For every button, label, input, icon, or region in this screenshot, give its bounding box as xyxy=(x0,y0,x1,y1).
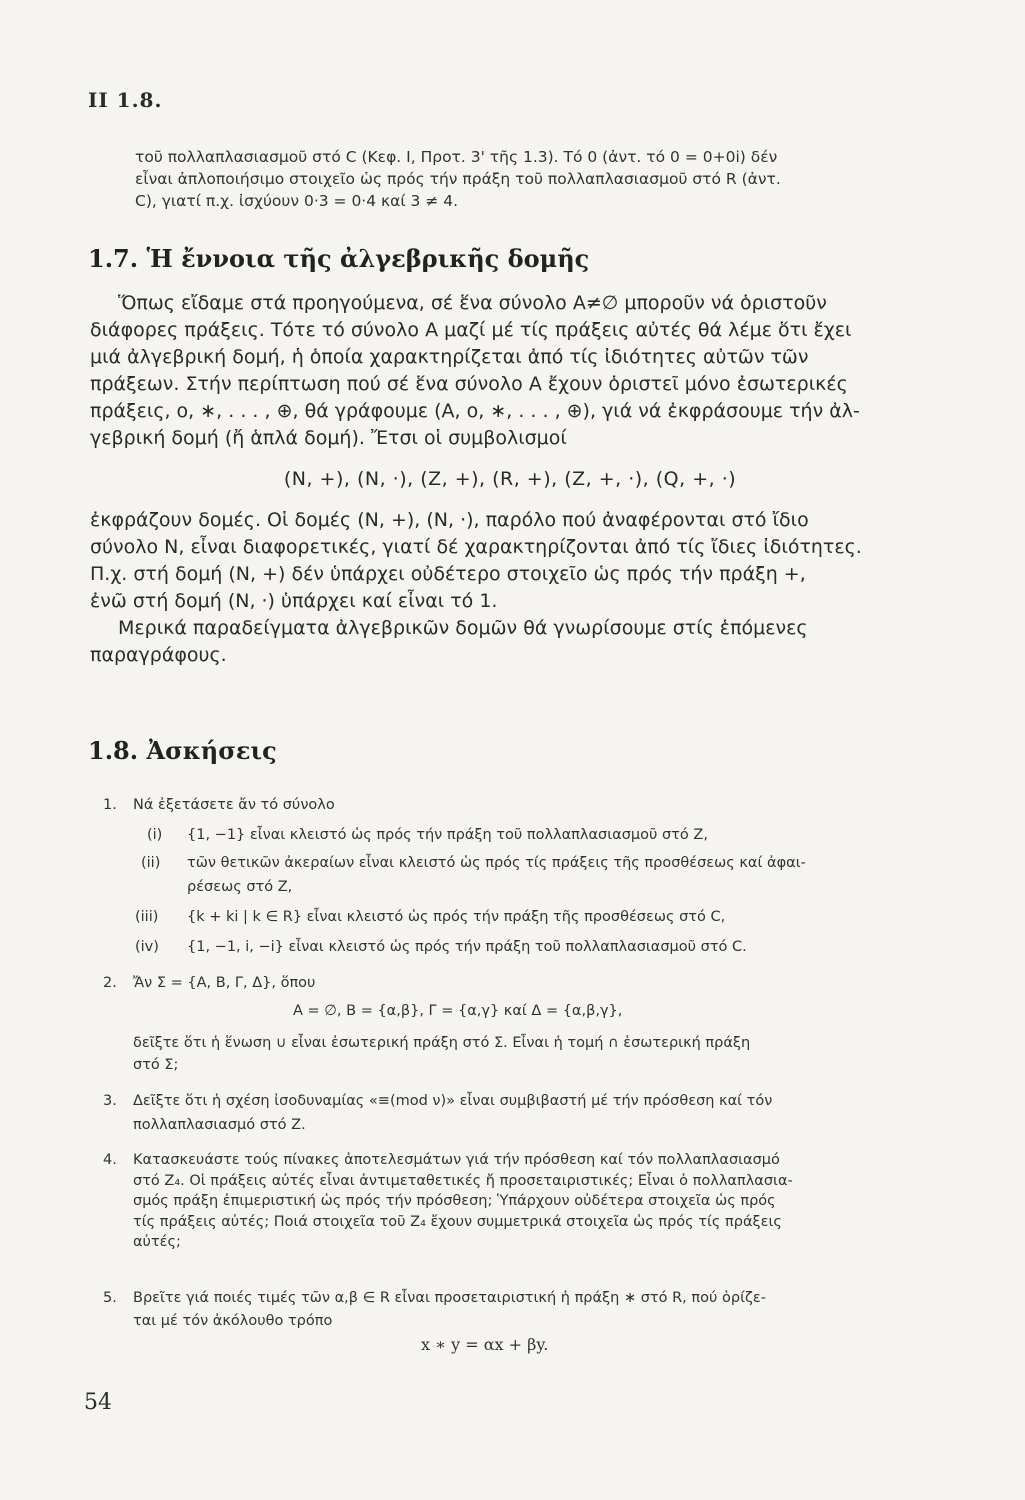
text-line: πράξεις, ο, ∗, . . . , ⊕, θά γράφουμε (Α, ο, ∗, . . . , ⊕), γιά νά ἐκφράσουμε τήν ἀλ- xyxy=(90,400,860,422)
sets-definition: Α = ∅, Β = {α,β}, Γ = {α,γ} καί Δ = {α,β,γ}, xyxy=(293,1003,623,1019)
text-line: Κατασκευάστε τούς πίνακες ἀποτελεσμάτων γιά τήν πρόσθεση καί τόν πολλαπλασιασμό xyxy=(133,1152,780,1168)
text-line: Μερικά παραδείγματα ἀλγεβρικῶν δομῶν θά γνωρίσουμε στίς ἑπόμενες xyxy=(118,617,808,639)
intro-line: C), γιατί π.χ. ἰσχύουν 0·3 = 0·4 καί 3 ≠ 4. xyxy=(135,192,459,210)
text-line: τίς πράξεις αὐτές; Ποιά στοιχεῖα τοῦ Z₄ ἔχουν συμμετρικά στοιχεῖα ὡς πρός τίς πράξεις xyxy=(133,1213,782,1230)
text-line: σμός πράξη ἐπιμεριστική ὡς πρός τήν πρόσθεση; Ὑπάρχουν οὐδέτερα στοιχεῖα ὡς πρός xyxy=(133,1193,776,1209)
exercise-text xyxy=(133,1150,923,1253)
exercise-number: 4. xyxy=(103,1152,117,1168)
subitem-text: {k + ki | k ∈ R} εἶναι κλειστό ὡς πρός τήν πράξη τῆς προσθέσεως στό C, xyxy=(187,909,726,925)
exercise-number: 2. xyxy=(103,975,117,991)
subitem-text: {1, −1, i, −i} εἶναι κλειστό ὡς πρός τήν πράξη τοῦ πολλαπλασιασμοῦ στό C. xyxy=(187,939,747,955)
subitem-label: (iv) xyxy=(135,939,159,955)
exercise-text: πολλαπλασιασμό στό Z. xyxy=(133,1117,306,1133)
intro-line: εἶναι ἀπλοποιήσιμο στοιχεῖο ὡς πρός τήν πράξη τοῦ πολλαπλασιασμοῦ στό R (ἀντ. xyxy=(135,170,781,188)
section-heading-1-7: 1.7. Ἡ ἔννοια τῆς ἀλγεβρικῆς δομῆς xyxy=(88,244,590,273)
exercise-text: Βρεῖτε γιά ποιές τιμές τῶν α,β ∈ R εἶναι προσεταιριστική ἡ πράξη ∗ στό R, πού ὁρίζε- xyxy=(133,1290,766,1306)
subitem-label: (i) xyxy=(147,827,163,843)
exercise-number: 1. xyxy=(103,797,117,813)
subitem-text: τῶν θετικῶν ἀκεραίων εἶναι κλειστό ὡς πρός τίς πράξεις τῆς προσθέσεως καί ἀφαι- xyxy=(187,855,806,871)
structures-formula: (N, +), (N, ·), (Z, +), (R, +), (Z, +, ·), (Q, +, ·) xyxy=(283,468,737,490)
exercise-text: στό Σ; xyxy=(133,1057,179,1073)
exercise-number: 5. xyxy=(103,1290,117,1306)
text-line: ἐκφράζουν δομές. Οἱ δομές (N, +), (N, ·), παρόλο πού ἀναφέρονται στό ἴδιο xyxy=(90,509,809,531)
running-header: II 1.8. xyxy=(88,88,163,112)
exercise-text: Ἄν Σ = {Α, Β, Γ, Δ}, ὅπου xyxy=(133,975,316,991)
exercises xyxy=(103,795,933,1395)
text-line: Ὅπως εἴδαμε στά προηγούμενα, σέ ἕνα σύνολο Α≠∅ μποροῦν νά ὁριστοῦν xyxy=(118,292,827,314)
exercise-text: Νά ἐξετάσετε ἄν τό σύνολο xyxy=(133,797,335,813)
exercise-text: δεῖξτε ὅτι ἡ ἕνωση ∪ εἶναι ἐσωτερική πράξη στό Σ. Εἶναι ἡ τομή ∩ ἐσωτερική πράξη xyxy=(133,1035,751,1051)
text-line: ἐνῶ στή δομή (N, ·) ὑπάρχει καί εἶναι τό 1. xyxy=(90,590,498,612)
section-1-7-body xyxy=(90,290,930,669)
subitem-text: ρέσεως στό Z, xyxy=(187,879,293,895)
text-line: παραγράφους. xyxy=(90,644,227,666)
intro-paragraph xyxy=(135,146,935,212)
text-line: σύνολο N, εἶναι διαφορετικές, γιατί δέ χαρακτηρίζονται ἀπό τίς ἴδιες ἰδιότητες. xyxy=(90,536,862,558)
text-line: διάφορες πράξεις. Τότε τό σύνολο Α μαζί μέ τίς πράξεις αὐτές θά λέμε ὅτι ἔχει xyxy=(90,319,852,341)
subitem-label: (ii) xyxy=(141,855,161,871)
text-line: στό Z₄. Οἱ πράξεις αὐτές εἶναι ἀντιμεταθετικές ἤ προσεταιριστικές; Εἶναι ὁ πολλαπλασια- xyxy=(133,1172,793,1189)
subitem-text: {1, −1} εἶναι κλειστό ὡς πρός τήν πράξη τοῦ πολλαπλασιασμοῦ στό Z, xyxy=(187,827,708,843)
exercise-text: Δεῖξτε ὅτι ἡ σχέση ἰσοδυναμίας «≡(mod ν)» εἶναι συμβιβαστή μέ τήν πρόσθεση καί τόν xyxy=(133,1093,773,1109)
text-line: γεβρική δομή (ἤ ἁπλά δομή). Ἔτσι οἱ συμβολισμοί xyxy=(90,427,567,449)
text-line: πράξεων. Στήν περίπτωση πού σέ ἕνα σύνολο Α ἔχουν ὁριστεῖ μόνο ἐσωτερικές xyxy=(90,373,848,395)
text-line: μιά ἀλγεβρική δομή, ἡ ὁποία χαρακτηρίζεται ἀπό τίς ἰδιότητες αὐτῶν τῶν xyxy=(90,346,809,368)
text-line: αὐτές; xyxy=(133,1234,181,1250)
exercise-number: 3. xyxy=(103,1093,117,1109)
operation-formula: x ∗ y = αx + βy. xyxy=(421,1335,549,1354)
page-number: 54 xyxy=(84,1390,112,1415)
exercise-text: ται μέ τόν ἀκόλουθο τρόπο xyxy=(133,1313,333,1329)
intro-line: τοῦ πολλαπλασιασμοῦ στό C (Κεφ. Ι, Προτ. 3' τῆς 1.3). Τό 0 (ἀντ. τό 0 = 0+0i) δέν xyxy=(135,148,778,166)
section-heading-1-8: 1.8. Ἀσκήσεις xyxy=(88,736,277,765)
subitem-label: (iii) xyxy=(135,909,159,925)
text-line: Π.χ. στή δομή (N, +) δέν ὑπάρχει οὐδέτερο στοιχεῖο ὡς πρός τήν πράξη +, xyxy=(90,563,806,585)
